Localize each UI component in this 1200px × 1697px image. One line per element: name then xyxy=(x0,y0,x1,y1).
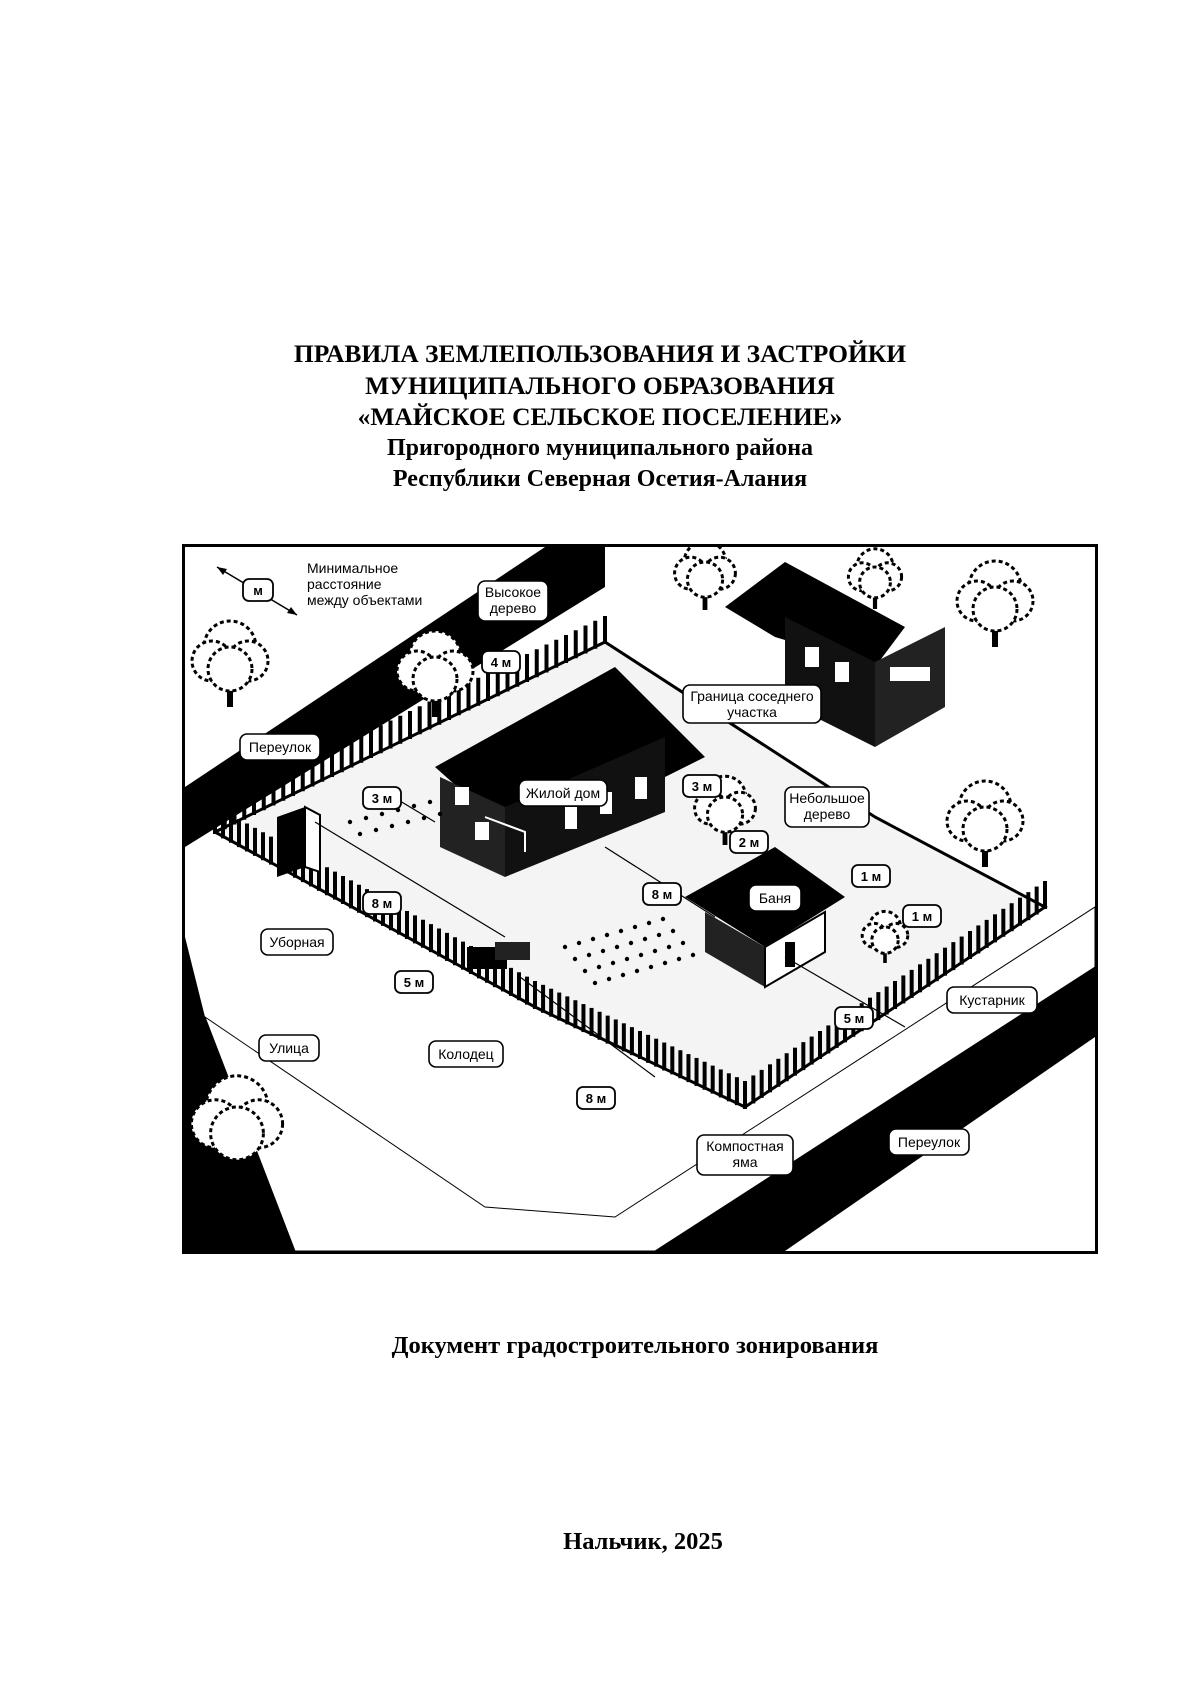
svg-text:Кустарник: Кустарник xyxy=(959,992,1025,1008)
svg-text:Граница соседнего: Граница соседнего xyxy=(690,688,814,704)
svg-text:Уборная: Уборная xyxy=(269,934,325,950)
svg-text:Небольшое: Небольшое xyxy=(789,790,865,806)
site-plan-illustration xyxy=(182,544,1098,1254)
svg-text:Баня: Баня xyxy=(758,890,792,906)
svg-text:Компостная: Компостная xyxy=(706,1138,784,1154)
distance-5m-bath xyxy=(835,1007,873,1029)
label-tall-tree xyxy=(478,581,548,621)
distance-8m-toilet xyxy=(363,892,401,914)
distance-5m-well xyxy=(395,971,433,993)
svg-text:яма: яма xyxy=(732,1154,758,1170)
legend-symbol: м xyxy=(253,583,263,598)
svg-text:Улица: Улица xyxy=(269,1040,309,1056)
label-compost xyxy=(697,1135,793,1175)
title-line-1: ПРАВИЛА ЗЕМЛЕПОЛЬЗОВАНИЯ И ЗАСТРОЙКИ xyxy=(293,339,907,368)
label-shrub xyxy=(947,987,1037,1013)
svg-text:дерево: дерево xyxy=(489,600,537,616)
document-title xyxy=(0,338,1200,496)
label-small-tree xyxy=(785,787,869,827)
svg-text:дерево: дерево xyxy=(803,806,851,822)
svg-text:8 м: 8 м xyxy=(585,1091,607,1106)
label-street xyxy=(259,1035,319,1061)
label-toilet xyxy=(261,929,333,955)
distance-4m xyxy=(482,651,520,673)
svg-text:8 м: 8 м xyxy=(371,896,393,911)
svg-text:3 м: 3 м xyxy=(691,779,713,794)
document-type-caption: Документ градостроительного зонирования xyxy=(391,1332,879,1359)
label-lane-right xyxy=(889,1129,969,1155)
title-line-2: МУНИЦИПАЛЬНОГО ОБРАЗОВАНИЯ xyxy=(365,370,835,400)
distance-8m-compost xyxy=(577,1087,615,1109)
title-line-5: Республики Северная Осетия-Алания xyxy=(392,466,808,492)
legend xyxy=(217,560,422,615)
svg-text:1 м: 1 м xyxy=(860,869,882,884)
svg-text:1 м: 1 м xyxy=(911,909,933,924)
distance-3m-left xyxy=(363,787,401,809)
label-lane-left xyxy=(240,734,320,760)
svg-text:Переулок: Переулок xyxy=(248,739,312,755)
svg-text:Жилой дом: Жилой дом xyxy=(525,785,601,801)
label-well xyxy=(429,1041,503,1067)
svg-text:участка: участка xyxy=(727,704,777,720)
svg-text:2 м: 2 м xyxy=(738,835,760,850)
legend-text-2: расстояние xyxy=(307,576,382,592)
svg-text:8 м: 8 м xyxy=(651,887,673,902)
label-neighbor-boundary xyxy=(683,685,821,723)
legend-text-1: Минимальное xyxy=(307,560,399,576)
title-line-3: «МАЙСКОЕ СЕЛЬСКОЕ ПОСЕЛЕНИЕ» xyxy=(357,402,843,431)
place-and-year: Нальчик, 2025 xyxy=(563,1528,723,1555)
title-line-4: Пригородного муниципального района xyxy=(386,434,814,461)
svg-text:3 м: 3 м xyxy=(371,791,393,806)
svg-text:Переулок: Переулок xyxy=(897,1134,961,1150)
svg-text:5 м: 5 м xyxy=(843,1011,865,1026)
distance-8m-house-bath xyxy=(643,883,681,905)
svg-text:Колодец: Колодец xyxy=(438,1046,494,1062)
toilet-building xyxy=(277,807,320,877)
label-house xyxy=(519,780,607,806)
svg-text:4 м: 4 м xyxy=(490,655,512,670)
distance-1m-right xyxy=(903,905,941,927)
svg-text:Высокое: Высокое xyxy=(484,584,542,600)
legend-text-3: между объектами xyxy=(307,592,423,608)
distance-3m-right xyxy=(683,775,721,797)
distance-2m xyxy=(730,831,768,853)
label-bathhouse xyxy=(749,885,801,911)
svg-text:5 м: 5 м xyxy=(403,975,425,990)
distance-1m-top xyxy=(852,865,890,887)
